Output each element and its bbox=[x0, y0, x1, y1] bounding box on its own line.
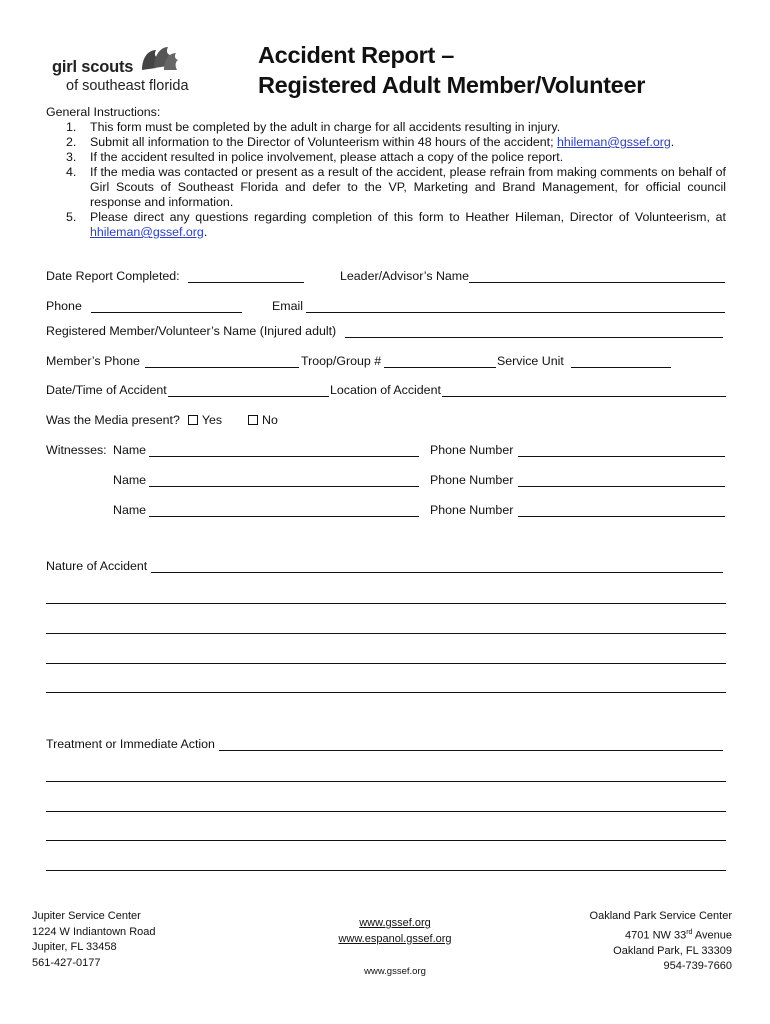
oakland-street-name: Avenue bbox=[692, 929, 732, 942]
member-name-label: Registered Member/Volunteer’s Name (Injured adult) bbox=[46, 324, 337, 338]
instruction-number: 5. bbox=[66, 210, 77, 224]
instruction-item bbox=[66, 210, 726, 240]
instruction-item bbox=[66, 165, 726, 210]
member-phone-label: Member’s Phone bbox=[46, 354, 140, 368]
leader-name-field[interactable] bbox=[469, 282, 725, 283]
jupiter-center-name: Jupiter Service Center bbox=[32, 910, 141, 922]
witness-name-field[interactable] bbox=[149, 486, 419, 487]
witness-phone-label: Phone Number bbox=[430, 503, 514, 517]
treatment-line[interactable] bbox=[46, 811, 726, 812]
footer-links bbox=[315, 916, 475, 947]
media-present-label: Was the Media present? bbox=[46, 413, 180, 427]
nature-line[interactable] bbox=[46, 663, 726, 664]
logo-wordmark: girl scouts bbox=[52, 58, 134, 76]
witnesses-label: Witnesses: bbox=[46, 443, 107, 457]
witness-phone-field[interactable] bbox=[518, 516, 725, 517]
instructions-list bbox=[66, 120, 726, 240]
phone-field[interactable] bbox=[91, 312, 242, 313]
witness-phone-field[interactable] bbox=[518, 456, 725, 457]
witness-phone-label: Phone Number bbox=[430, 473, 514, 487]
email-field[interactable] bbox=[306, 312, 725, 313]
jupiter-phone: 561-427-0177 bbox=[32, 956, 101, 969]
title-line-1: Accident Report – bbox=[258, 42, 454, 68]
witness-name-label: Name bbox=[113, 503, 147, 517]
instruction-punct: . bbox=[203, 225, 208, 239]
member-name-field[interactable] bbox=[345, 337, 723, 338]
witness-name-label: Name bbox=[113, 473, 147, 487]
nature-label: Nature of Accident bbox=[46, 559, 148, 573]
instruction-item bbox=[66, 150, 726, 165]
date-time-label: Date/Time of Accident bbox=[46, 383, 167, 397]
instruction-number: 3. bbox=[66, 150, 77, 164]
instruction-text bbox=[90, 210, 726, 240]
espanol-website-link[interactable]: www.espanol.gssef.org bbox=[338, 932, 452, 945]
email-link[interactable]: hhileman@gssef.org bbox=[90, 225, 204, 239]
title-line-2: Registered Adult Member/Volunteer bbox=[258, 72, 646, 98]
witness-name-field[interactable] bbox=[149, 456, 419, 457]
troop-field[interactable] bbox=[384, 367, 496, 368]
jupiter-city: Jupiter, FL 33458 bbox=[32, 941, 117, 953]
instruction-text: If the accident resulted in police involvement, please attach a copy of the police report. bbox=[90, 150, 564, 164]
troop-label: Troop/Group # bbox=[301, 354, 382, 368]
service-unit-label: Service Unit bbox=[497, 354, 564, 368]
email-link[interactable]: hhileman@gssef.org bbox=[556, 135, 671, 149]
date-report-field[interactable] bbox=[188, 282, 304, 283]
date-time-field[interactable] bbox=[168, 396, 329, 397]
instruction-punct: . bbox=[670, 135, 675, 149]
footer-oakland-address bbox=[532, 909, 732, 975]
instruction-text bbox=[90, 135, 726, 150]
logo-tagline: of southeast florida bbox=[66, 78, 189, 94]
instructions-heading: General Instructions: bbox=[46, 105, 161, 119]
instruction-item bbox=[66, 120, 726, 135]
yes-label: Yes bbox=[201, 413, 223, 427]
nature-line[interactable] bbox=[46, 633, 726, 634]
footer-jupiter-address bbox=[32, 909, 156, 971]
no-label: No bbox=[262, 413, 278, 427]
date-report-label: Date Report Completed: bbox=[46, 269, 180, 283]
no-checkbox[interactable] bbox=[248, 415, 258, 425]
oakland-phone: 954-739-7660 bbox=[663, 960, 732, 973]
oakland-city: Oakland Park, FL 33309 bbox=[613, 944, 732, 957]
service-unit-field[interactable] bbox=[571, 367, 671, 368]
instruction-item bbox=[66, 135, 726, 150]
oakland-center-name: Oakland Park Service Center bbox=[589, 910, 732, 922]
instruction-text: If the media was contacted or present as a result of the accident, please refrain from making comments on behalf of Girl Scouts of Southeast Florida and defer to the VP, Marketing and Brand Management, for official council response and information. bbox=[90, 165, 726, 209]
instruction-number: 1. bbox=[66, 120, 77, 134]
oakland-street bbox=[532, 925, 732, 944]
no-option bbox=[240, 413, 278, 427]
treatment-field[interactable] bbox=[219, 750, 723, 751]
girl-scouts-logo bbox=[52, 44, 212, 102]
treatment-line[interactable] bbox=[46, 840, 726, 841]
media-present-question bbox=[46, 413, 222, 427]
oakland-street-suffix: rd bbox=[686, 928, 693, 936]
trefoil-profiles-icon bbox=[138, 44, 180, 74]
witness-phone-label: Phone Number bbox=[430, 443, 514, 457]
leader-name-label: Leader/Advisor’s Name bbox=[340, 269, 470, 283]
instruction-text: This form must be completed by the adult in charge for all accidents resulting in injury. bbox=[90, 120, 561, 134]
nature-line[interactable] bbox=[46, 603, 726, 604]
jupiter-street: 1224 W Indiantown Road bbox=[32, 925, 156, 938]
page-title bbox=[258, 40, 645, 100]
instruction-text-body: Please direct any questions regarding completion of this form to Heather Hileman, Director of Volunteerism, at bbox=[90, 210, 726, 224]
treatment-line[interactable] bbox=[46, 870, 726, 871]
oakland-street-number: 4701 NW 33 bbox=[625, 929, 687, 942]
instruction-text-body: Submit all information to the Director of Volunteerism within 48 hours of the accident; bbox=[90, 135, 557, 149]
instruction-number: 2. bbox=[66, 135, 77, 149]
website-link[interactable]: www.gssef.org bbox=[359, 917, 431, 929]
witness-phone-field[interactable] bbox=[518, 486, 725, 487]
nature-field[interactable] bbox=[151, 572, 723, 573]
treatment-label: Treatment or Immediate Action bbox=[46, 737, 215, 751]
email-label: Email bbox=[272, 299, 303, 313]
location-field[interactable] bbox=[442, 396, 726, 397]
nature-line[interactable] bbox=[46, 692, 726, 693]
witness-name-label: Name bbox=[113, 443, 147, 457]
location-label: Location of Accident bbox=[330, 383, 441, 397]
witness-name-field[interactable] bbox=[149, 516, 419, 517]
footer-small-url: www.gssef.org bbox=[364, 966, 426, 977]
member-phone-field[interactable] bbox=[145, 367, 299, 368]
phone-label: Phone bbox=[46, 299, 82, 313]
treatment-line[interactable] bbox=[46, 781, 726, 782]
instruction-number: 4. bbox=[66, 165, 77, 179]
yes-checkbox[interactable] bbox=[188, 415, 198, 425]
